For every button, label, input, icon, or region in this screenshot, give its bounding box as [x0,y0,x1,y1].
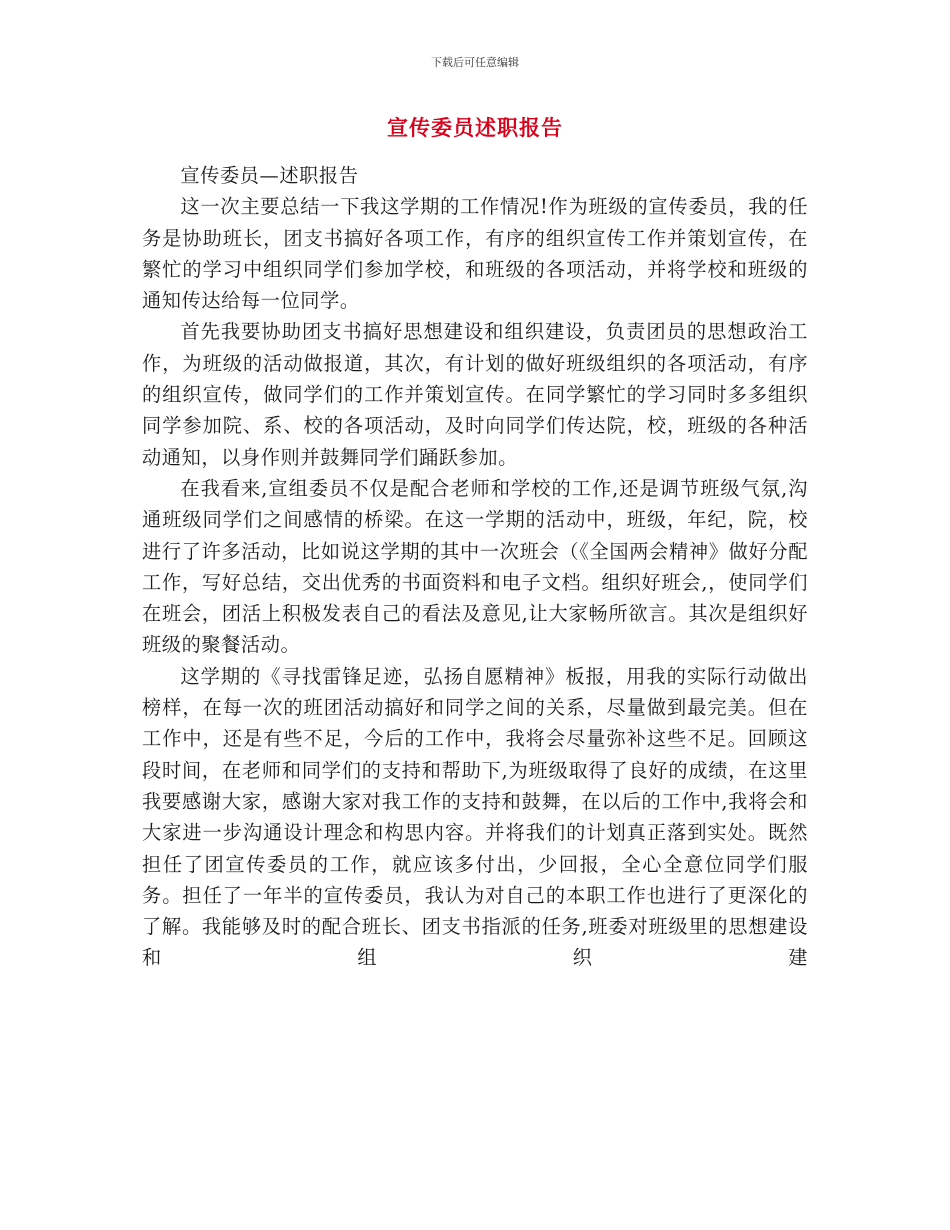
header-note: 下载后可任意编辑 [431,56,519,69]
paragraph: 在我看来,宣组委员不仅是配合老师和学校的工作,还是调节班级气氛,沟通班级同学们之间感情的桥梁。在这一学期的活动中，班级，年纪，院，校进行了许多活动，比如说这学期的其中一次班会（《全国两会精神》做好分配工作，写好总结，交出优秀的书面资料和电子文档。组织好班会,，使同学们在班会，团活上积极发表自己的看法及意见,让大家畅所欲言。其次是组织好班级的聚餐活动。 [142,476,808,657]
document-title: 宣传委员述职报告 [387,116,563,140]
paragraph: 这一次主要总结一下我这学期的工作情况!作为班级的宣传委员，我的任务是协助班长，团支书搞好各项工作，有序的组织宣传工作并策划宣传，在繁忙的学习中组织同学们参加学校，和班级的各项活动，并将学校和班级的通知传达给每一位同学。 [142,195,808,313]
paragraph: 这学期的《寻找雷锋足迹，弘扬自愿精神》板报，用我的实际行动做出榜样，在每一次的班团活动搞好和同学之间的关系，尽量做到最完美。但在工作中，还是有些不足，今后的工作中，我将会尽量弥补这些不足。回顾这段时间，在老师和同学们的支持和帮助下,为班级取得了良好的成绩，在这里我要感谢大家，感谢大家对我工作的支持和鼓舞，在以后的工作中,我将会和大家进一步沟通设计理念和构思内容。并将我们的计划真正落到实处。既然担任了团宣传委员的工作，就应该多付出，少回报，全心全意位同学们服务。担任了一年半的宣传委员，我认为对自己的本职工作也进行了更深化的了解。我能够及时的配合班长、团支书指派的任务,班委对班级里的思想建设和组织建 [142,664,808,970]
paragraph: 首先我要协助团支书搞好思想建设和组织建设，负责团员的思想政治工作，为班级的活动做报道，其次，有计划的做好班级组织的各项活动，有序的组织宣传，做同学们的工作并策划宣传。在同学繁忙的学习同时多多组织同学参加院、系、校的各项活动，及时向同学们传达院，校，班级的各种活动通知，以身作则并鼓舞同学们踊跃参加。 [142,320,808,469]
document-body [142,160,808,974]
paragraph-subtitle: 宣传委员—述职报告 [180,164,359,187]
